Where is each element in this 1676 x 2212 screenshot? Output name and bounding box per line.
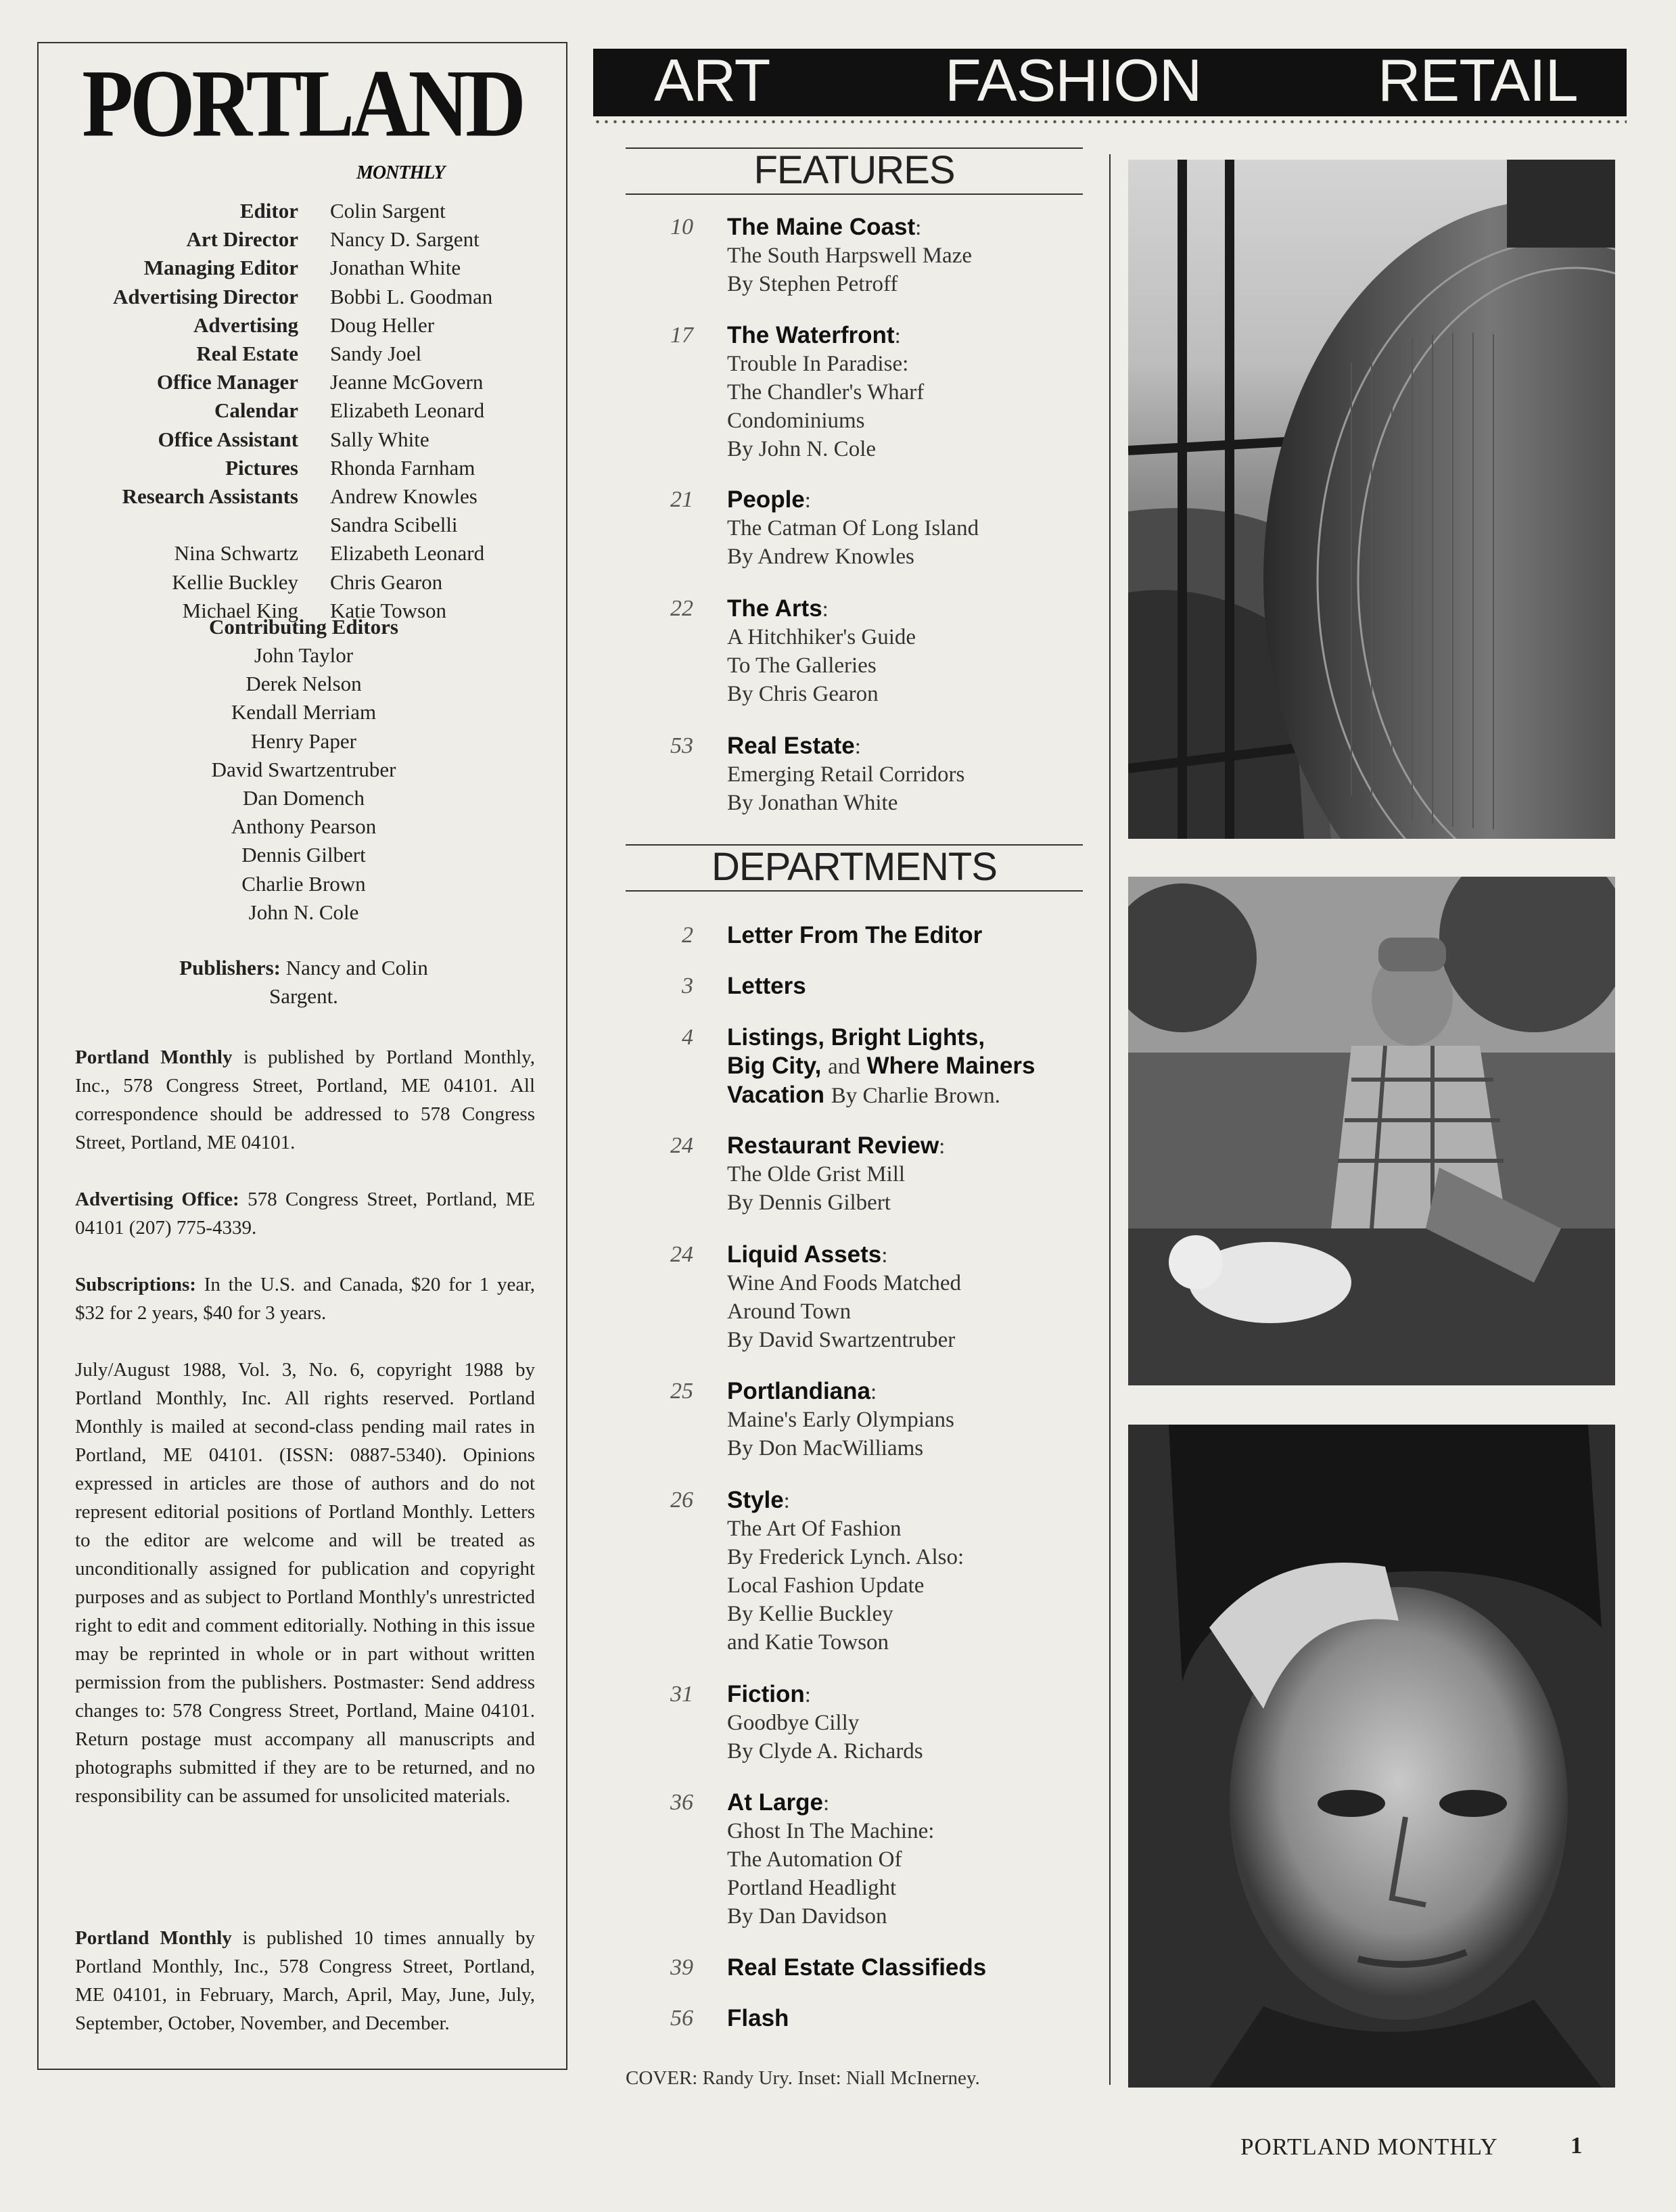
publication-name-2: Portland Monthly <box>75 1927 232 1949</box>
research-assistant-row <box>39 541 569 570</box>
advertising-office-label: Advertising Office: <box>75 1189 239 1210</box>
page-number: 24 <box>670 1133 693 1158</box>
entry-subline: Maine's Early Olympians <box>727 1408 954 1432</box>
entry-title-text: Letters <box>727 973 806 999</box>
page-number: 24 <box>670 1242 693 1267</box>
entry-subline: By John N. Cole <box>727 437 877 461</box>
staff-role: Advertising <box>193 313 298 337</box>
departments-heading: DEPARTMENTS <box>712 845 997 889</box>
entry-subline: By Dennis Gilbert <box>727 1191 891 1215</box>
contributing-editor: David Swartzentruber <box>211 757 396 781</box>
entry-title: Liquid Assets: <box>727 1241 888 1268</box>
page-number: 17 <box>670 323 693 348</box>
entry-subline: By Frederick Lynch. Also: <box>727 1545 964 1569</box>
entry-subline: By Don MacWilliams <box>727 1436 924 1460</box>
research-assistant-name: Katie Towson <box>330 598 447 622</box>
staff-name: Rhonda Farnham <box>330 455 475 480</box>
entry-subline: By Chris Gearon <box>727 682 879 706</box>
entry-subline: and Katie Towson <box>727 1630 889 1655</box>
staff-role: Advertising Director <box>112 284 298 308</box>
contributing-editor: Anthony Pearson <box>231 814 377 839</box>
publishers-names: Nancy and Colin <box>285 956 428 980</box>
staff-name: Elizabeth Leonard <box>330 398 485 423</box>
entry-title: The Arts: <box>727 595 829 622</box>
entry-subline: Emerging Retail Corridors <box>727 762 965 787</box>
page-number: 4 <box>682 1025 693 1050</box>
research-assistant-name: Chris Gearon <box>330 570 443 594</box>
column-divider <box>1109 154 1111 2085</box>
features-rule-bottom <box>626 193 1083 195</box>
catman-photo <box>1128 877 1615 1385</box>
contributing-editor: John N. Cole <box>248 900 359 924</box>
entry-subline: The Olde Grist Mill <box>727 1162 906 1186</box>
entry-subline: The Catman Of Long Island <box>727 516 979 540</box>
publishers-label: Publishers: <box>179 956 281 980</box>
page-number: 22 <box>670 596 693 621</box>
staff-row <box>39 313 569 342</box>
contributing-editor: Kendall Merriam <box>231 700 377 724</box>
entry-subline: Ghost In The Machine: <box>727 1819 935 1843</box>
page-number: 31 <box>670 1682 693 1707</box>
entry-title <box>727 2004 1092 2033</box>
contributing-editor: Dan Domench <box>243 786 365 810</box>
entry-title: Listings, Bright Lights, Big City, and Where Mainers Vacation By Charlie Brown. <box>727 1024 1035 1108</box>
research-assistant-name: Elizabeth Leonard <box>330 541 485 566</box>
staff-role: Pictures <box>225 455 298 480</box>
contributing-editors-heading: Contributing Editors <box>209 615 398 639</box>
features-heading: FEATURES <box>753 148 955 192</box>
listings-part: Bright Lights, <box>831 1024 985 1051</box>
entry-subline: By Jonathan White <box>727 791 898 815</box>
entry-title: The Maine Coast: <box>727 214 922 240</box>
entry-subline: By Kellie Buckley <box>727 1602 893 1626</box>
staff-row <box>39 484 569 513</box>
entry-title-text: The Arts <box>727 595 822 622</box>
entry-title: At Large: <box>727 1789 830 1816</box>
staff-row <box>39 398 569 427</box>
entry-title-text: Fiction <box>727 1681 805 1707</box>
publisher-paragraph <box>75 1043 535 1157</box>
entry-title: Restaurant Review: <box>727 1132 946 1159</box>
page-number: 56 <box>670 2006 693 2031</box>
entry-title: People: <box>727 486 811 513</box>
entry-subline: By David Swartzentruber <box>727 1328 956 1352</box>
advertising-office-text: 578 Congress Street, Portland, ME 04101 (207) 775-4339. <box>75 1189 535 1239</box>
staff-row <box>39 428 569 456</box>
staff-row <box>39 285 569 313</box>
staff-row <box>39 513 569 541</box>
page-number: 2 <box>682 923 693 948</box>
page-number: 21 <box>670 487 693 512</box>
entry-title-text: Portlandiana <box>727 1378 870 1404</box>
publishers-line <box>39 954 569 1011</box>
staff-name: Jeanne McGovern <box>330 370 484 394</box>
staff-name: Sally White <box>330 427 429 451</box>
page-number: 53 <box>670 733 693 758</box>
staff-row <box>39 256 569 284</box>
entry-title-text: At Large <box>727 1789 823 1816</box>
staff-name: Andrew Knowles <box>330 484 478 508</box>
staff-row <box>39 456 569 484</box>
page-number: 36 <box>670 1790 693 1815</box>
staff-name: Bobbi L. Goodman <box>330 284 493 308</box>
magazine-logo-subtitle: MONTHLY <box>356 162 445 183</box>
entry-subline: The Automation Of <box>727 1847 902 1872</box>
entry-title-text: Letter From The Editor <box>727 922 983 948</box>
lighthouse-lens-photo <box>1128 160 1615 839</box>
research-assistant-row <box>39 570 569 599</box>
staff-name: Sandy Joel <box>330 342 422 365</box>
staff-name: Sandra Scibelli <box>330 513 458 537</box>
entry-title <box>727 921 1092 950</box>
entry-title-text: Flash <box>727 2005 789 2031</box>
staff-name: Doug Heller <box>330 313 435 337</box>
entry-subline: The South Harpswell Maze <box>727 244 972 268</box>
page-number: 25 <box>670 1379 693 1404</box>
entry-title-text: Listings <box>727 1024 818 1051</box>
contributing-editor: Dennis Gilbert <box>241 843 366 867</box>
entry-subline: The Chandler's Wharf <box>727 380 925 405</box>
copyright-paragraph: July/August 1988, Vol. 3, No. 6, copyright 1988 by Portland Monthly, Inc. All rights reserved. Portland Monthly is mailed at second-class pending mail rates in Portland, ME 04101. (ISSN: 0887-5340). Opinions expressed in articles are those of authors and do not represent editorial positions of Portland Monthly. Letters to the editor are welcome and will be treated as unconditionally assigned for publication and copyright purposes and as subject to Portland Monthly's unrestricted right to edit and comment editorially. Nothing in this issue may be reprinted in whole or in part without written permission from the publishers. Postmaster: Send address changes to: 578 Congress Street, Portland, Maine 04101. Return postage must accompany all manuscripts and photographs submitted if they are to be returned, and no responsibility can be assumed for unsolicited materials. <box>75 1359 535 1807</box>
contributing-editor: Derek Nelson <box>246 672 362 696</box>
entry-subline: Portland Headlight <box>727 1876 897 1900</box>
staff-row <box>39 342 569 370</box>
publisher-address-text: is published by Portland Monthly, Inc., 578 Congress Street, Portland, ME 04101. All correspondence should be addressed to 578 Congress Street, Portland, ME 04101. <box>75 1046 536 1153</box>
entry-subline: By Stephen Petroff <box>727 272 898 296</box>
staff-role: Office Manager <box>156 370 298 394</box>
contributing-editor: John Taylor <box>254 643 354 667</box>
entry-subline: Trouble In Paradise: <box>727 352 909 376</box>
contributing-editor: Charlie Brown <box>241 871 366 896</box>
entry-title-text: Style <box>727 1487 784 1513</box>
listings-conjunction: and <box>828 1055 860 1079</box>
entry-title-text: The Waterfront <box>727 322 895 348</box>
frequency-paragraph <box>75 1924 535 2037</box>
masthead-box <box>37 42 567 2070</box>
banner-retail: RETAIL <box>1378 47 1578 114</box>
page-number: 10 <box>670 214 693 239</box>
staff-role: Art Director <box>186 227 298 252</box>
cover-credit: COVER: Randy Ury. Inset: Niall McInerney. <box>626 2067 980 2089</box>
subscriptions-label: Subscriptions: <box>75 1274 196 1295</box>
entry-title: Portlandiana: <box>727 1378 877 1404</box>
page-number: 3 <box>682 973 693 998</box>
advertising-office-paragraph <box>75 1185 535 1242</box>
page-number: 26 <box>670 1488 693 1513</box>
entry-title-text: Real Estate Classifieds <box>727 1954 987 1981</box>
staff-role: Editor <box>239 199 298 223</box>
subscriptions-paragraph <box>75 1270 535 1327</box>
research-assistant-name: Michael King <box>182 598 298 622</box>
staff-role: Managing Editor <box>143 256 298 280</box>
banner-fashion: FASHION <box>945 47 1202 114</box>
staff-role: Research Assistants <box>122 484 298 508</box>
staff-name: Colin Sargent <box>330 199 446 223</box>
entry-subline: Condominiums <box>727 409 865 433</box>
entry-title: Fiction: <box>727 1681 811 1707</box>
staff-row <box>39 370 569 398</box>
entry-subline: The Art Of Fashion <box>727 1517 902 1541</box>
entry-title: Style: <box>727 1487 790 1513</box>
dotted-rule <box>593 119 1627 124</box>
entry-title: Real Estate: <box>727 733 861 759</box>
staff-row <box>39 199 569 227</box>
contributing-editor: Henry Paper <box>251 729 356 753</box>
magazine-logo: PORTLAND <box>82 49 523 157</box>
publishers-names-cont: Sargent. <box>269 984 338 1008</box>
subscriptions-text: In the U.S. and Canada, $20 for 1 year, $32 for 2 years, $40 for 3 years. <box>75 1274 536 1324</box>
section-banner <box>593 49 1627 116</box>
entry-title <box>727 1954 1092 1982</box>
listings-part: Vacation <box>727 1082 824 1108</box>
entry-subline: To The Galleries <box>727 653 877 678</box>
entry-subline: Goodbye Cilly <box>727 1711 860 1735</box>
staff-row <box>39 227 569 256</box>
page-number: 39 <box>670 1955 693 1980</box>
staff-role: Office Assistant <box>158 427 298 451</box>
entry-title-text: Liquid Assets <box>727 1241 882 1268</box>
entry-subline: A Hitchhiker's Guide <box>727 625 916 649</box>
staff-role: Real Estate <box>196 342 298 365</box>
frequency-text: is published 10 times annually by Portland Monthly, Inc., 578 Congress Street, Portland, ME 04101, in February, March, April, May, June, July, September, October, November, and December. <box>75 1927 536 2034</box>
entry-subline: Local Fashion Update <box>727 1573 925 1598</box>
entry-title: The Waterfront: <box>727 322 901 348</box>
banner-art: ART <box>654 47 770 114</box>
entry-subline: By Andrew Knowles <box>727 545 914 569</box>
research-assistant-name: Kellie Buckley <box>172 570 298 594</box>
footer-page-number: 1 <box>1570 2132 1583 2159</box>
entry-title-text: The Maine Coast <box>727 214 916 240</box>
entry-title-text: People <box>727 486 805 513</box>
entry-subline: By Clyde A. Richards <box>727 1739 923 1764</box>
listings-part: Where Mainers <box>866 1053 1035 1079</box>
entry-title <box>727 972 1092 1000</box>
entry-subline: Wine And Foods Matched <box>727 1271 962 1295</box>
entry-subline: By Dan Davidson <box>727 1904 887 1929</box>
listings-byline: By Charlie Brown. <box>831 1084 1000 1108</box>
entry-subline: Around Town <box>727 1299 852 1324</box>
entry-title-text: Restaurant Review <box>727 1132 939 1159</box>
listings-part: Big City <box>727 1053 815 1079</box>
staff-name: Nancy D. Sargent <box>330 227 480 252</box>
staff-role: Calendar <box>214 398 298 423</box>
research-assistant-name: Nina Schwartz <box>174 541 298 566</box>
departments-rule-bottom <box>626 890 1083 892</box>
publication-name: Portland Monthly <box>75 1046 233 1068</box>
staff-name: Jonathan White <box>330 256 461 280</box>
entry-title-text: Real Estate <box>727 733 855 759</box>
niall-portrait-photo <box>1128 1425 1615 2088</box>
footer-publication-name: PORTLAND MONTHLY <box>1240 2134 1498 2160</box>
